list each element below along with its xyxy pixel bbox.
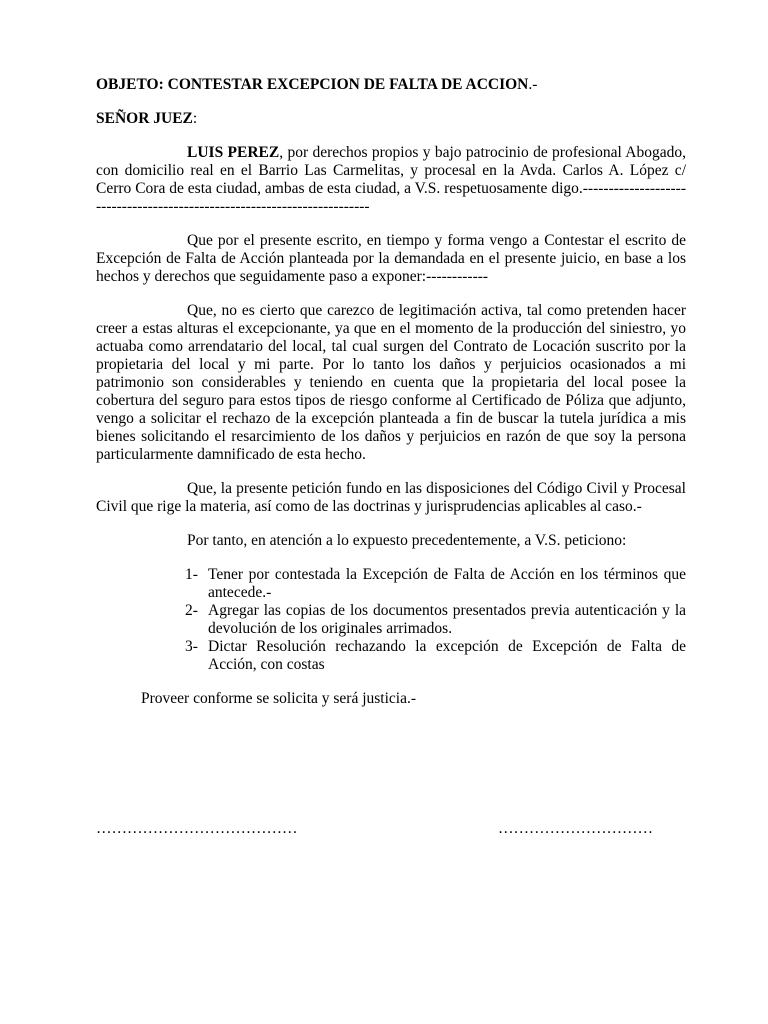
petition-text: Agregar las copias de los documentos presentados previa autenticación y la devolución de los originales arrimados.: [208, 602, 686, 637]
signature-line-right: …………………………: [498, 820, 653, 837]
salutation-colon: :: [192, 110, 198, 127]
salutation-text: SEÑOR JUEZ: [96, 110, 193, 127]
document-title: [96, 76, 686, 94]
plaintiff-name: LUIS PEREZ: [187, 144, 280, 161]
paragraph-petition-intro: Por tanto, en atención a lo expuesto precedentemente, a V.S. peticiono:: [187, 532, 627, 549]
document-title-suffix: .-: [528, 76, 538, 93]
signature-line-left: …………………………………: [96, 820, 298, 837]
intro-paragraph: [96, 144, 686, 216]
paragraph-legal-basis: Que, la presente petición fundo en las disposiciones del Código Civil y Procesal Civil que rige la materia, así como de las doctrinas y jurisprudencias aplicables al caso.-: [96, 480, 686, 515]
salutation: [96, 110, 686, 128]
petition-number: 2-: [185, 602, 198, 619]
paragraph-contest: Que por el presente escrito, en tiempo y forma vengo a Contestar el escrito de Excepción de Falta de Acción planteada por la demandada en el presente juicio, en base a los hechos y derechos que seguidamente paso a exponer:------------: [96, 232, 686, 285]
document-title-text: OBJETO: CONTESTAR EXCEPCION DE FALTA DE ACCION: [96, 76, 529, 93]
petition-number: 3-: [185, 638, 198, 655]
paragraph-arguments: Que, no es cierto que carezco de legitimación activa, tal como pretenden hacer creer a estas alturas el excepcionante, ya que en el momento de la producción del siniestro, yo actuaba como arrendatario del local, tal cual surgen del Contrato de Locación suscrito por la propietaria del local y mi parte. Por lo tanto los daños y perjuicios ocasionados a mi patrimonio son considerables y teniendo en cuenta que la propietaria del local posee la cobertura del seguro para estos tipos de riesgo conforme al Certificado de Póliza que adjunto, vengo a solicitar el rechazo de la excepción planteada a fin de buscar la tutela jurídica a mis bienes solicitando el resarcimiento de los daños y perjuicios en razón de que soy la persona particularmente damnificado de esta hecho.: [96, 302, 686, 463]
petition-text: Tener por contestada la Excepción de Falta de Acción en los términos que antecede.-: [208, 566, 686, 601]
petition-number: 1-: [185, 566, 198, 583]
intro-text: , por derechos propios y bajo patrocinio de profesional Abogado, con domicilio real en el Barrio Las Carmelitas, y procesal en la Avda. Carlos A. López c/ Cerro Cora de esta ciudad, ambas de esta ciudad, a V.S. respetuosamente digo.-------------------------------------------------------------------------: [96, 144, 686, 215]
petition-list: [96, 566, 686, 674]
petition-item: [96, 602, 686, 638]
document-body: [96, 76, 686, 708]
petition-item: [96, 566, 686, 602]
petition-text: Dictar Resolución rechazando la excepción de Excepción de Falta de Acción, con costas: [208, 638, 686, 673]
petition-item: [96, 638, 686, 674]
closing-statement: Proveer conforme se solicita y será justicia.-: [141, 690, 417, 707]
